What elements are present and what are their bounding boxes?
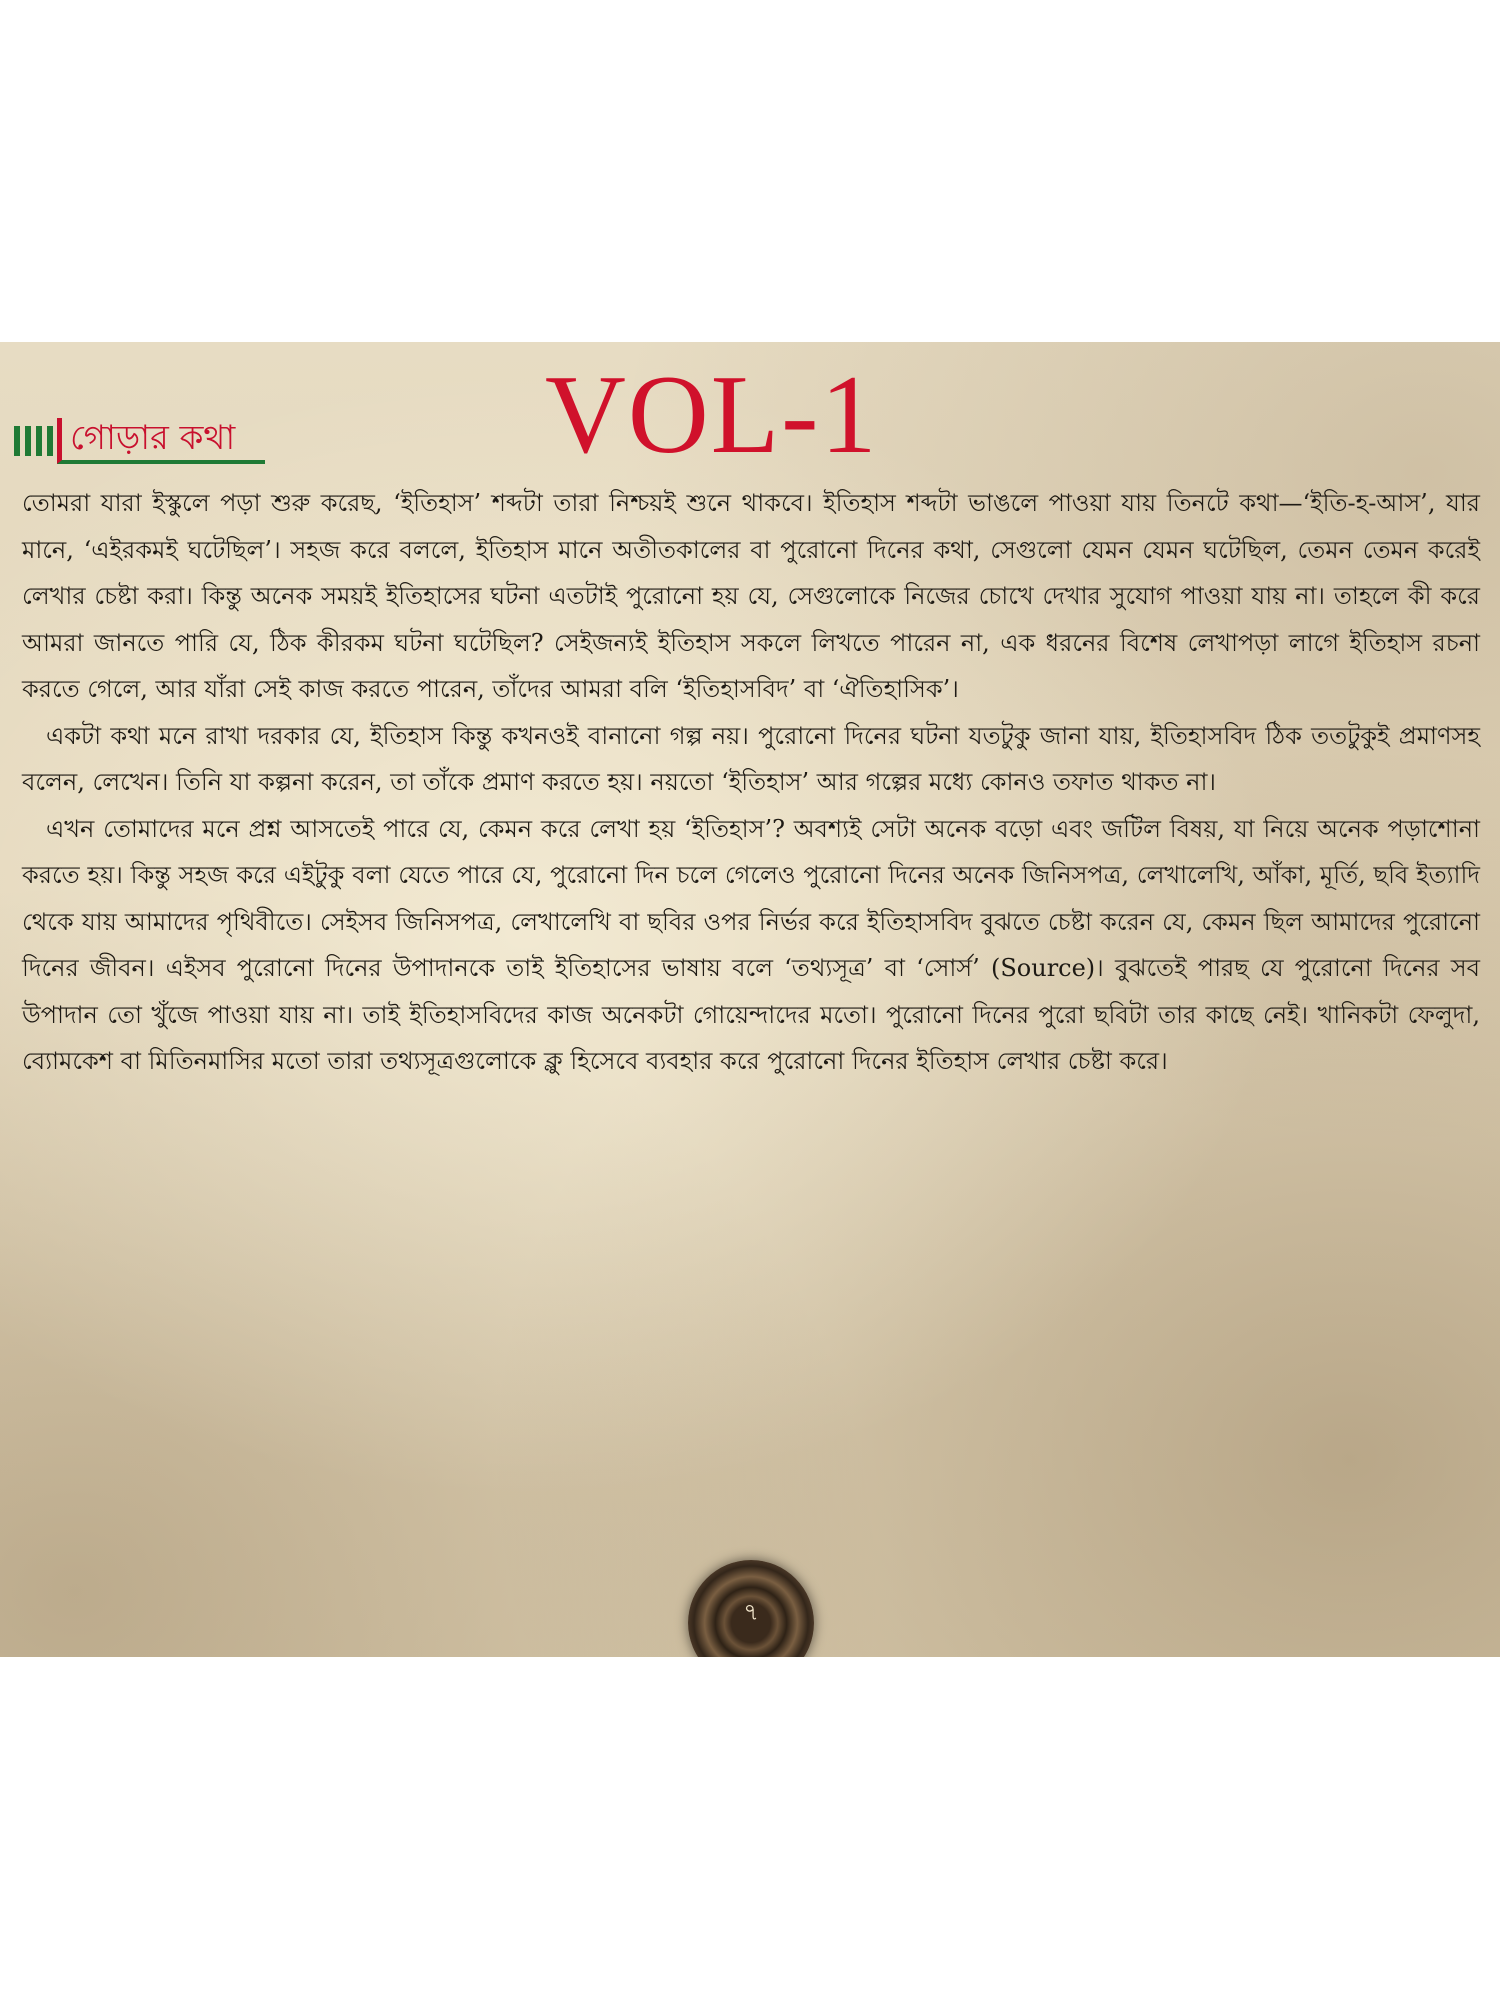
paragraph: তোমরা যারা ইস্কুলে পড়া শুরু করেছ, ‘ইতিহাস’ শব্দটা তারা নিশ্চয়ই শুনে থাকবে। ইতিহাস শব্দটা ভাঙলে পাওয়া যায় তিনটে কথা—‘ইতি-হ-আস’, যার মানে, ‘এইরকমই ঘটেছিল’। সহজ করে বললে, ইতিহাস মানে অতীতকালের বা পুরোনো দিনের কথা, সেগুলো যেমন যেমন ঘটেছিল, তেমন তেমন করেই লেখার চেষ্টা করা। কিন্তু অনেক সময়ই ইতিহাসের ঘটনা এতটাই পুরোনো হয় যে, সেগুলোকে নিজের চোখে দেখার সুযোগ পাওয়া যায় না। তাহলে কী করে আমরা জানতে পারি যে, ঠিক কীরকম ঘটনা ঘটেছিল? সেইজন্যই ইতিহাস সকলে লিখতে পারেন না, এক ধরনের বিশেষ লেখাপড়া লাগে ইতিহাস রচনা করতে গেলে, আর যাঁরা সেই কাজ করতে পারেন, তাঁদের আমরা বলি ‘ইতিহাসবিদ’ বা ‘ঐতিহাসিক’। <box>22 489 1480 703</box>
page-number-badge <box>688 1560 814 1657</box>
section-title-frame <box>57 418 265 464</box>
section-bar <box>14 426 20 456</box>
section-bar <box>47 426 53 456</box>
section-bar <box>36 426 42 456</box>
book-page <box>0 342 1500 1657</box>
section-bars-decoration <box>14 426 53 456</box>
volume-title: VOL-1 <box>545 353 879 477</box>
section-bar <box>25 426 31 456</box>
page-number: ৭ <box>743 1598 759 1626</box>
body-text <box>22 480 1480 1085</box>
paragraph: এখন তোমাদের মনে প্রশ্ন আসতেই পারে যে, কেমন করে লেখা হয় ‘ইতিহাস’? অবশ্যই সেটা অনেক বড়ো এবং জটিল বিষয়, যা নিয়ে অনেক পড়াশোনা করতে হয়। কিন্তু সহজ করে এইটুকু বলা যেতে পারে যে, পুরোনো দিন চলে গেলেও পুরোনো দিনের অনেক জিনিসপত্র, লেখালেখি, আঁকা, মূর্তি, ছবি ইত্যাদি থেকে যায় আমাদের পৃথিবীতে। সেইসব জিনিসপত্র, লেখালেখি বা ছবির ওপর নির্ভর করে ইতিহাসবিদ বুঝতে চেষ্টা করেন যে, কেমন ছিল আমাদের পুরোনো দিনের জীবন। এইসব পুরোনো দিনের উপাদানকে তাই ইতিহাসের ভাষায় বলে ‘তথ্যসূত্র’ বা ‘সোর্স’ (Source)। বুঝতেই পারছ যে পুরোনো দিনের সব উপাদান তো খুঁজে পাওয়া যায় না। তাই ইতিহাসবিদের কাজ অনেকটা গোয়েন্দাদের মতো। পুরোনো দিনের পুরো ছবিটা তার কাছে নেই। খানিকটা ফেলুদা, ব্যোমকেশ বা মিতিনমাসির মতো তারা তথ্যসূত্রগুলোকে ক্লু হিসেবে ব্যবহার করে পুরোনো দিনের ইতিহাস লেখার চেষ্টা করে। <box>22 814 1480 1075</box>
section-title: গোড়ার কথা <box>70 418 236 458</box>
paragraph: একটা কথা মনে রাখা দরকার যে, ইতিহাস কিন্তু কখনওই বানানো গল্প নয়। পুরোনো দিনের ঘটনা যতটুকু জানা যায়, ইতিহাসবিদ ঠিক ততটুকুই প্রমাণসহ বলেন, লেখেন। তিনি যা কল্পনা করেন, তা তাঁকে প্রমাণ করতে হয়। নয়তো ‘ইতিহাস’ আর গল্পের মধ্যে কোনও তফাত থাকত না। <box>22 721 1480 796</box>
section-heading <box>14 410 265 456</box>
